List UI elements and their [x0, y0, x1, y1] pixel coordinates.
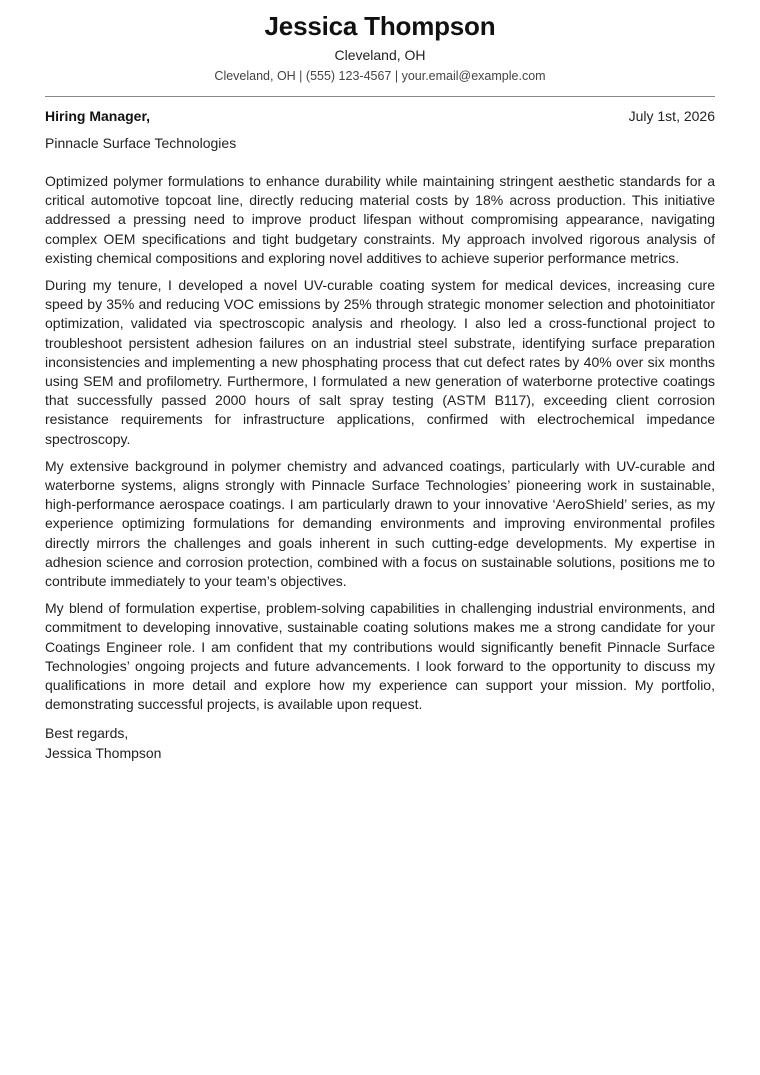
letter-body [45, 172, 715, 714]
header-divider [45, 96, 715, 97]
applicant-location: Cleveland, OH [334, 47, 426, 63]
company-name: Pinnacle Surface Technologies [45, 135, 237, 151]
letter-date: July 1st, 2026 [628, 108, 715, 124]
applicant-name: Jessica Thompson [264, 11, 496, 41]
body-paragraph: During my tenure, I developed a novel UV-curable coating system for medical devices, increasing cure speed by 35% and reducing VOC emissions by 25% through strategic monomer selection and photoinitiator optimization, validated via spectroscopic analysis and rheology. I also led a cross-functional project to troubleshoot persistent adhesion failures on an industrial steel substrate, identifying surface preparation inconsistencies and implementing a new phosphating process that cut defect rates by 40% over six months using SEM and profilometry. Furthermore, I formulated a new generation of waterborne protective coatings that successfully passed 2000 hours of salt spray testing (ASTM B117), exceeding client corrosion resistance requirements for infrastructure applications, confirmed with electrochemical impedance spectroscopy. [45, 277, 715, 447]
recipient-date-row [45, 107, 715, 126]
body-paragraph: My blend of formulation expertise, problem-solving capabilities in challenging industrial environments, and commitment to developing innovative, sustainable coating solutions makes me a strong candidate for your Coatings Engineer role. I am confident that my contributions would significantly benefit Pinnacle Surface Technologies’ ongoing projects and future advancements. I look forward to the opportunity to discuss my qualifications in more detail and explore how my experience can support your mission. My portfolio, demonstrating successful projects, is available upon request. [45, 600, 715, 713]
signature-name: Jessica Thompson [45, 744, 162, 761]
letter-closing [45, 724, 715, 762]
letter-header [45, 0, 715, 85]
body-paragraph: Optimized polymer formulations to enhance durability while maintaining stringent aesthetic standards for a critical automotive topcoat line, directly reducing material costs by 18% across production. This initiative addressed a pressing need to improve product lifespan without compromising appearance, navigating complex OEM specifications and tight budgetary constraints. My approach involved rigorous analysis of existing chemical compositions and exploring novel additives to achieve superior performance metrics. [45, 173, 715, 266]
recipient-salutation: Hiring Manager, [45, 108, 151, 124]
body-paragraph: My extensive background in polymer chemistry and advanced coatings, particularly with UV-curable and waterborne systems, aligns strongly with Pinnacle Surface Technologies’ pioneering work in sustainable, high-performance aerospace coatings. I am particularly drawn to your innovative ‘AeroShield’ series, as my experience optimizing formulations for demanding environments and improving environmental profiles directly mirrors the challenges and goals inherent in such cutting-edge developments. My expertise in adhesion science and corrosion protection, combined with a focus on sustainable solutions, positions me to contribute immediately to your team’s objectives. [45, 457, 715, 590]
closing-phrase: Best regards, [45, 725, 129, 742]
applicant-contact-line: Cleveland, OH | (555) 123-4567 | your.email@example.com [214, 69, 546, 83]
